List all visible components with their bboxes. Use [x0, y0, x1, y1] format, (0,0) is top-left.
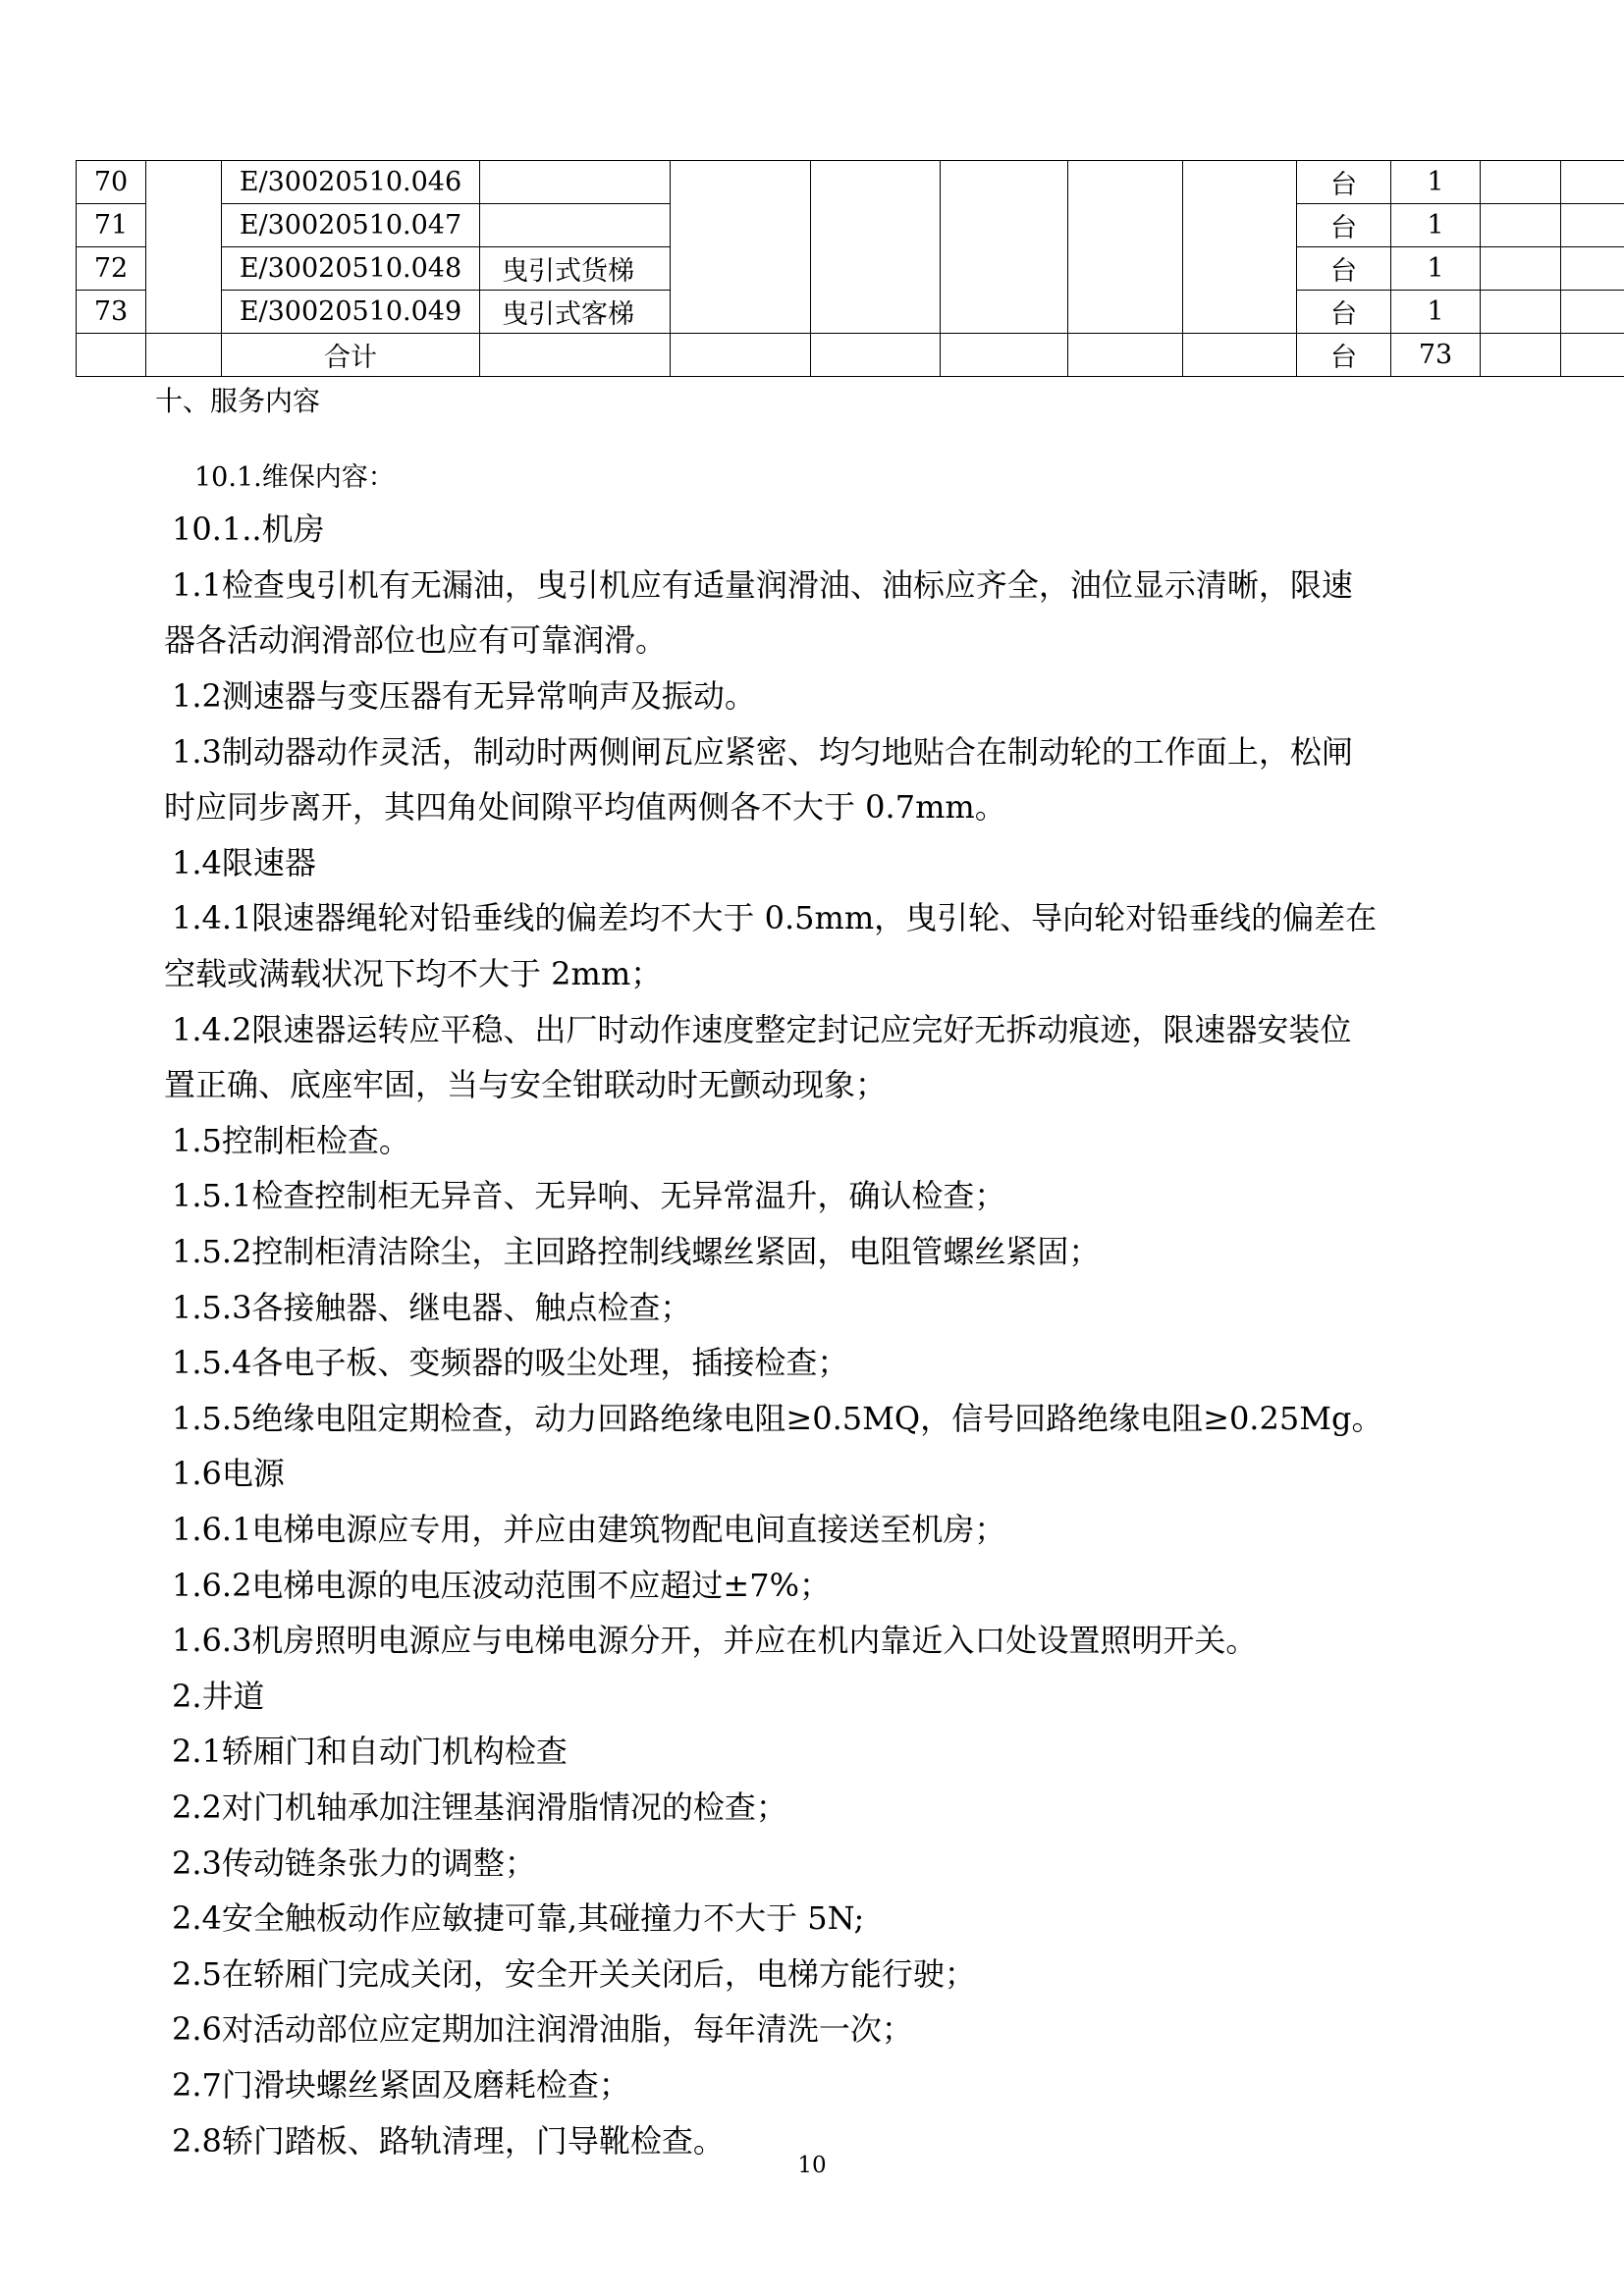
unit-cell: 台 — [1297, 161, 1391, 204]
qty-cell: 1 — [1391, 161, 1481, 204]
paragraph-line: 2.3传动链条张力的调整； — [172, 1844, 536, 1882]
empty-cell — [1561, 204, 1624, 247]
empty-cell — [1561, 334, 1624, 377]
paragraph-line: 器各活动润滑部位也应有可靠润滑。 — [164, 621, 668, 659]
paragraph-line: 1.2测速器与变压器有无异常响声及振动。 — [172, 677, 756, 715]
unit-cell: 台 — [1297, 247, 1391, 291]
qty-cell: 1 — [1391, 204, 1481, 247]
empty-cell — [941, 161, 1068, 334]
equipment-type: 曳引式客梯 — [480, 291, 671, 334]
empty-cell — [941, 334, 1068, 377]
empty-cell — [671, 161, 811, 334]
paragraph-line: 1.5.3各接触器、继电器、触点检查； — [172, 1289, 692, 1326]
empty-cell — [1068, 334, 1183, 377]
paragraph-line: 2.8轿门踏板、路轨清理，门导靴检查。 — [172, 2122, 725, 2160]
row-number: 72 — [77, 247, 146, 291]
paragraph-line: 2.井道 — [172, 1678, 265, 1715]
paragraph-line: 空载或满载状况下均不大于 2mm； — [164, 955, 663, 992]
empty-cell — [1183, 161, 1297, 334]
qty-cell: 1 — [1391, 291, 1481, 334]
empty-cell — [1481, 161, 1561, 204]
empty-cell — [1561, 291, 1624, 334]
empty-cell — [811, 334, 941, 377]
paragraph-line: 2.4安全触板动作应敏捷可靠,其碰撞力不大于 5N; — [172, 1899, 865, 1937]
paragraph-line: 1.6.2电梯电源的电压波动范围不应超过±7%； — [172, 1567, 832, 1604]
paragraph-line: 1.1检查曳引机有无漏油，曳引机应有适量润滑油、油标应齐全，油位显示清晰，限速 — [172, 566, 1353, 604]
row-number: 70 — [77, 161, 146, 204]
page-number: 10 — [797, 2153, 827, 2178]
equipment-type — [480, 204, 671, 247]
equipment-code: E/30020510.046 — [222, 161, 480, 204]
paragraph-line: 2.2对门机轴承加注锂基润滑脂情况的检查； — [172, 1789, 787, 1826]
empty-cell — [146, 161, 222, 334]
empty-cell — [1561, 247, 1624, 291]
paragraph-line: 1.4.1限速器绳轮对铅垂线的偏差均不大于 0.5mm，曳引轮、导向轮对铅垂线的偏差在 — [172, 899, 1378, 936]
paragraph-line: 2.5在轿厢门完成关闭，安全开关关闭后，电梯方能行驶； — [172, 1955, 976, 1993]
empty-cell — [1183, 334, 1297, 377]
unit-cell: 台 — [1297, 204, 1391, 247]
paragraph-line: 1.4限速器 — [172, 844, 316, 881]
paragraph-line: 1.5控制柜检查。 — [172, 1122, 410, 1159]
empty-cell — [811, 161, 941, 334]
paragraph-line: 2.6对活动部位应定期加注润滑油脂，每年清洗一次； — [172, 2010, 913, 2048]
empty-cell — [146, 334, 222, 377]
unit-cell: 台 — [1297, 291, 1391, 334]
subsection-title: 10.1.维保内容： — [194, 462, 395, 493]
empty-cell — [77, 334, 146, 377]
paragraph-line: 1.3制动器动作灵活，制动时两侧闸瓦应紧密、均匀地贴合在制动轮的工作面上，松闸 — [172, 733, 1353, 771]
paragraph-line: 10.1..机房 — [172, 510, 325, 548]
empty-cell — [671, 334, 811, 377]
empty-cell — [1481, 204, 1561, 247]
empty-cell — [1068, 161, 1183, 334]
empty-cell — [1481, 247, 1561, 291]
empty-cell — [1561, 161, 1624, 204]
paragraph-line: 1.4.2限速器运转应平稳、出厂时动作速度整定封记应完好无拆动痕迹，限速器安装位 — [172, 1011, 1352, 1048]
qty-cell: 1 — [1391, 247, 1481, 291]
paragraph-line: 2.1轿厢门和自动门机构检查 — [172, 1733, 568, 1770]
table-total-row — [77, 334, 1624, 377]
equipment-type: 曳引式货梯 — [480, 247, 671, 291]
total-label: 合计 — [222, 334, 480, 377]
paragraph-line: 1.5.4各电子板、变频器的吸尘处理，插接检查； — [172, 1344, 849, 1381]
row-number: 71 — [77, 204, 146, 247]
empty-cell — [1481, 291, 1561, 334]
row-number: 73 — [77, 291, 146, 334]
total-qty: 73 — [1391, 334, 1481, 377]
paragraph-line: 1.5.5绝缘电阻定期检查，动力回路绝缘电阻≥0.5MQ，信号回路绝缘电阻≥0.25Mg。 — [172, 1400, 1383, 1437]
equipment-code: E/30020510.048 — [222, 247, 480, 291]
paragraph-line: 1.6.1电梯电源应专用，并应由建筑物配电间直接送至机房； — [172, 1511, 1006, 1548]
table-row — [77, 161, 1624, 204]
paragraph-line: 1.5.1检查控制柜无异音、无异响、无异常温升，确认检查； — [172, 1177, 1006, 1214]
equipment-table — [76, 160, 1624, 377]
paragraph-line: 1.6电源 — [172, 1455, 285, 1492]
paragraph-line: 2.7门滑块螺丝紧固及磨耗检查； — [172, 2066, 630, 2104]
equipment-code: E/30020510.047 — [222, 204, 480, 247]
total-unit: 台 — [1297, 334, 1391, 377]
equipment-type — [480, 161, 671, 204]
section-title: 十、服务内容 — [155, 385, 321, 417]
paragraph-line: 1.5.2控制柜清洁除尘，主回路控制线螺丝紧固，电阻管螺丝紧固； — [172, 1233, 1101, 1270]
equipment-code: E/30020510.049 — [222, 291, 480, 334]
paragraph-line: 1.6.3机房照明电源应与电梯电源分开，并应在机内靠近入口处设置照明开关。 — [172, 1622, 1258, 1659]
empty-cell — [1481, 334, 1561, 377]
paragraph-line: 时应同步离开，其四角处间隙平均值两侧各不大于 0.7mm。 — [164, 788, 1006, 826]
paragraph-line: 置正确、底座牢固，当与安全钳联动时无颤动现象； — [164, 1066, 888, 1103]
empty-cell — [480, 334, 671, 377]
